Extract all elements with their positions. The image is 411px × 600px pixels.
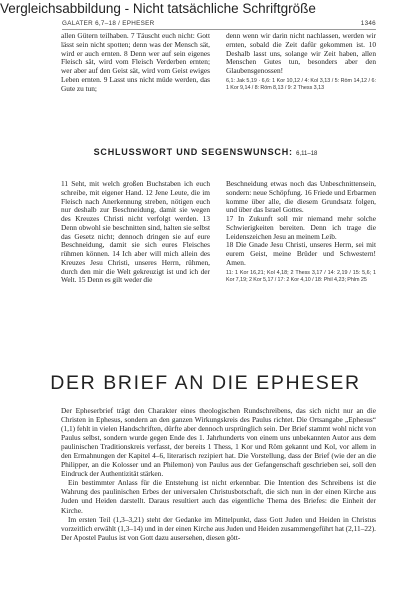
top-right-column: [226, 32, 376, 92]
mid-left-text: 11 Seht, mit welch großen Buchstaben ich euch schreibe, mit eigener Hand. 12 Jene Leute, die im Fleisch nach Anerkennung streben, nötigen euch nur deshalb zur Beschneidung, damit sie wegen des Kreuzes Christi nicht verfolgt werden. 13 Denn obwohl sie beschnitten sind, halten sie selbst das Gesetz nicht; dennoch dringen sie auf eure Beschneidung, damit sie sich eures Fleisches rühmen können. 14 Ich aber will mich allein des Kreuzes Jesu Christi, unseres Herrn, rühmen, durch den mir die Welt gekreuzigt ist und ich der Welt. 15 Denn es gilt weder die: [61, 179, 210, 285]
comparison-banner: Vergleichsabbildung - Nicht tatsächliche Schriftgröße: [0, 1, 316, 16]
running-head-book: GALATER 6,7–18 / EPHESER: [62, 20, 155, 27]
book-title: DER BRIEF AN DIE EPHESER: [50, 372, 361, 394]
page-number: 1346: [360, 20, 376, 27]
section-heading: [0, 147, 411, 157]
mid-left-column: [61, 180, 210, 285]
introduction-text: [61, 406, 376, 542]
section-heading-ref: 6,11–18: [296, 151, 318, 157]
mid-right-text-2: 17 In Zukunft soll mir niemand mehr solche Schwierigkeiten bereiten. Denn ich trage die Leidenszeichen Jesu an meinem Leib.: [226, 214, 376, 241]
mid-right-column: [226, 180, 376, 284]
top-left-column: [61, 32, 210, 93]
intro-paragraph: Der Epheserbrief trägt den Charakter eines theologischen Rundschreibens, das sich nicht nur an die Christen in Ephesus, sondern an den ganzen Wirkungskreis des Paulus richtet. Die Ortsangabe „Ephesus“ (1,1) fehlt in vielen Handschriften, dürfte aber dennoch ursprünglich sein. Der Brief stammt wohl nicht von Paulus selbst, sondern wurde gegen Ende des 1. Jahrhunderts von einem uns unbekannten Autor aus dem paulinischen Traditionskreis verfasst, der bereits 1 Thess, 1 Kor und Röm gekannt und Kol, vor allem in den Ermahnungen der Kapitel 4–6, literarisch rezipiert hat. Die Vorstellung, dass der Brief (wie der an die Philipper, an die Kolosser und an Philemon) von Paulus aus der Gefangenschaft geschrieben sei, soll den Eindruck der Authentizität stärken.: [61, 406, 376, 479]
mid-right-text: Beschneidung etwas noch das Unbeschnittensein, sondern: neue Schöpfung. 16 Friede und Erbarmen komme über alle, die diesem Grundsatz folgen, und über das Israel Gottes.: [226, 179, 376, 215]
mid-right-cross-references: 11: 1 Kor 16,21; Kol 4,18; 2 Thess 3,17 / 14: 2,19 / 15: 5,6; 1 Kor 7,19; 2 Kor 5,17 / 17: 2 Kor 4,10 / 18: Phil 4,23; Phlm 25: [226, 269, 376, 283]
top-right-text: denn wenn wir darin nicht nachlassen, werden wir ernten, sobald die Zeit dafür gekommen ist. 10 Deshalb lasst uns, solange wir Zeit haben, allen Menschen Gutes tun, besonders aber den Glaubensgenossen!: [226, 31, 376, 75]
header-rule: [62, 29, 376, 30]
top-left-text: allen Gütern teilhaben. 7 Täuscht euch nicht: Gott lässt sein nicht spotten; denn was der Mensch sät, wird er auch ernten. 8 Denn wer auf sein eigenes Fleisch sät, wird vom Fleisch Verderben ernten; wer aber auf den Geist sät, wird vom Geist ewiges Leben ernten. 9 Lasst uns nicht müde werden, das Gute zu tun;: [61, 31, 210, 93]
running-head: [62, 20, 376, 29]
intro-paragraph: Im ersten Teil (1,3–3,21) steht der Gedanke im Mittelpunkt, dass Gott Juden und Heiden in Christus vorzeitlich erwählt (1,3–14) und in der einen Kirche aus Juden und Heiden zusammengeführt hat (2,11–22). Der Apostel Paulus ist von Gott dazu ausersehen, diesen gött-: [61, 514, 376, 542]
section-heading-title: SCHLUSSWORT UND SEGENSWUNSCH:: [93, 147, 293, 157]
mid-right-text-3: 18 Die Gnade Jesu Christi, unseres Herrn, sei mit eurem Geist, meine Brüder und Schwestern! Amen.: [226, 240, 376, 267]
top-right-cross-references: 6,1: Jak 5,19 · 6,6: 1 Kor 10,12 / 4: Kol 3,13 / 5: Röm 14,12 / 6: 1 Kor 9,14 / 8: Röm 8,13 / 9: 2 Thess 3,13: [226, 77, 376, 91]
intro-paragraph: Ein bestimmter Anlass für die Entstehung ist nicht erkennbar. Die Intention des Schreibens ist die Wahrung des paulinischen Erbes der universalen Christusbotschaft, die sich nun in der einen Kirche aus Juden und Heiden darstellt. Daraus resultiert auch das eigentliche Thema des Briefes: die Einheit der Kirche.: [61, 478, 376, 515]
